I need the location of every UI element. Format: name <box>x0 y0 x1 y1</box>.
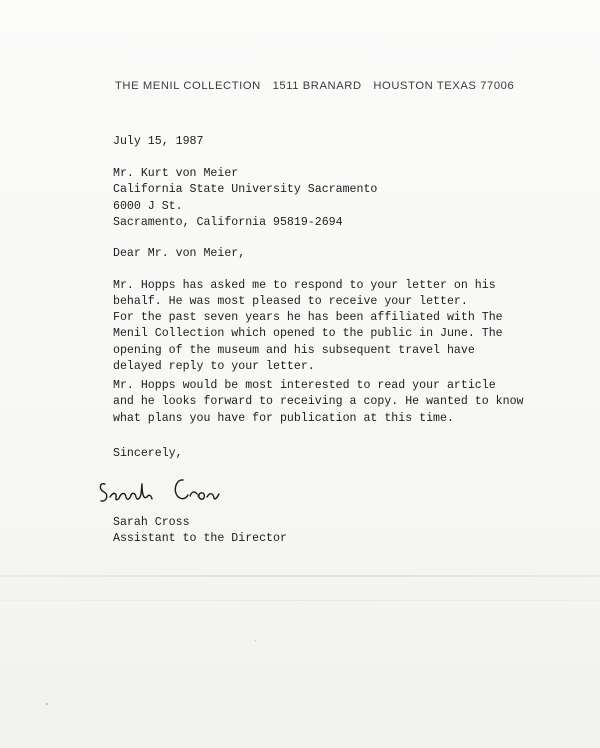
paragraph-line: opening of the museum and his subsequent travel have <box>113 343 475 357</box>
paragraph-line: delayed reply to your letter. <box>113 360 315 374</box>
letterhead-organization: THE MENIL COLLECTION <box>115 80 261 92</box>
paper-speck <box>46 703 48 705</box>
letterhead-street: 1511 BRANARD <box>272 80 362 92</box>
recipient-city: Sacramento, California 95819-2694 <box>113 216 343 230</box>
paragraph-2 <box>113 310 503 376</box>
paragraph-line: what plans you have for publication at this time. <box>113 411 454 425</box>
paragraph-line: behalf. He was most pleased to receive your letter. <box>113 295 468 309</box>
paragraph-line: For the past seven years he has been affiliated with The <box>113 311 503 324</box>
salutation: Dear Mr. von Meier, <box>113 247 246 260</box>
letterhead <box>115 80 514 92</box>
closing: Sincerely, <box>113 447 183 460</box>
paragraph-line: Menil Collection which opened to the public in June. The <box>113 327 503 341</box>
paper-fold-line <box>0 575 600 577</box>
paragraph-line: Mr. Hopps has asked me to respond to your letter on his <box>113 279 496 292</box>
letter-date: July 15, 1987 <box>113 135 204 148</box>
signature-block <box>113 515 287 548</box>
paragraph-line: Mr. Hopps would be most interested to read your article <box>113 379 496 392</box>
paragraph-1 <box>113 278 496 311</box>
paragraph-3 <box>113 378 524 427</box>
paper-fold-line-faint <box>0 600 600 601</box>
signer-title: Assistant to the Director <box>113 532 287 546</box>
recipient-street: 6000 J St. <box>113 199 183 213</box>
handwritten-signature <box>95 470 230 515</box>
paragraph-line: and he looks forward to receiving a copy. He wanted to know <box>113 395 524 409</box>
paper-speck <box>255 640 256 641</box>
recipient-address <box>113 166 377 232</box>
recipient-institution: California State University Sacramento <box>113 183 378 197</box>
signer-name: Sarah Cross <box>113 516 190 529</box>
letterhead-city: HOUSTON TEXAS 77006 <box>373 80 515 92</box>
recipient-name: Mr. Kurt von Meier <box>113 167 239 180</box>
